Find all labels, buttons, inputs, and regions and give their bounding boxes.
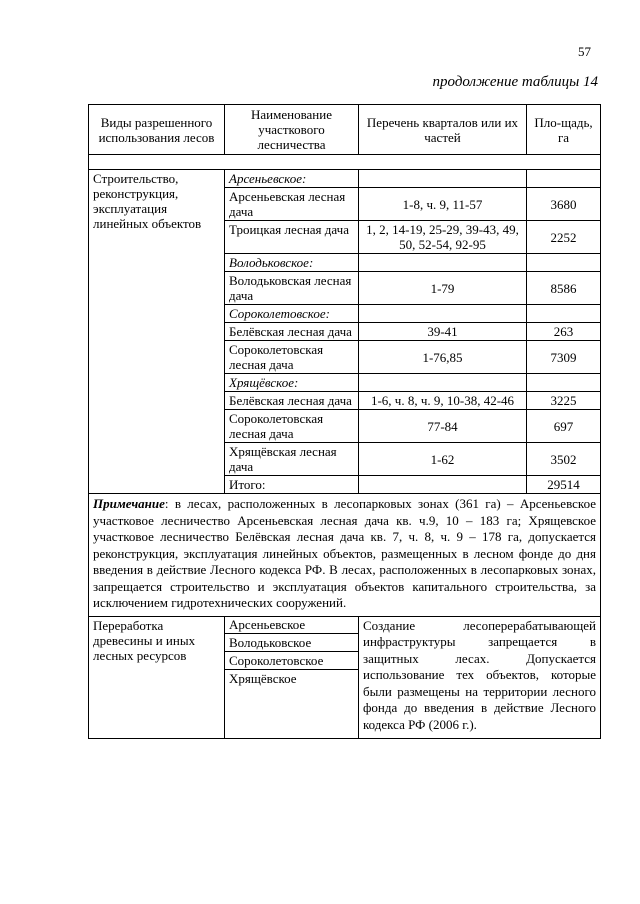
dacha-name: Хрящёвская лесная дача	[225, 443, 359, 476]
total-empty	[359, 476, 527, 494]
dacha-name: Троицкая лесная дача	[225, 221, 359, 254]
dacha-name: Володьковская лесная дача	[225, 272, 359, 305]
table-continuation-caption: продолжение таблицы 14	[432, 74, 598, 90]
area-value: 3225	[527, 392, 601, 410]
dacha-name: Сороколетовская лесная дача	[225, 341, 359, 374]
header-use: Виды разрешенного использования лесов	[89, 105, 225, 155]
section-construction	[89, 170, 601, 494]
section2-lesnichestva	[225, 616, 359, 738]
group-name: Сороколетовское:	[225, 305, 359, 323]
area-value: 2252	[527, 221, 601, 254]
kvartaly-list: 1-8, ч. 9, 11-57	[359, 188, 527, 221]
area-value: 263	[527, 323, 601, 341]
area-value: 697	[527, 410, 601, 443]
kvartaly-list: 1-62	[359, 443, 527, 476]
section2-text: Создание лесоперерабатывающей инфраструктуры запрещается в защитных лесах. Допускается использование тех объектов, которые были размещены на территории лесного фонда до введения в действие Лесного кодекса РФ (2006 г.).	[359, 616, 601, 738]
total-value: 29514	[527, 476, 601, 494]
group-area-empty	[527, 305, 601, 323]
group-kvartaly-empty	[359, 170, 527, 188]
kvartaly-list: 77-84	[359, 410, 527, 443]
note-label: Примечание	[93, 496, 165, 511]
area-value: 7309	[527, 341, 601, 374]
note-cell	[89, 494, 601, 617]
dacha-name: Сороколетовская лесная дача	[225, 410, 359, 443]
group-kvartaly-empty	[359, 305, 527, 323]
kvartaly-list: 1, 2, 14-19, 25-29, 39-43, 49, 50, 52-54, 92-95	[359, 221, 527, 254]
forest-use-table	[88, 104, 601, 739]
kvartaly-list: 1-6, ч. 8, ч. 9, 10-38, 42-46	[359, 392, 527, 410]
lesnichestvo-item: Сороколетовское	[225, 651, 358, 669]
header-lesnichestvo: Наименование участкового лесничества	[225, 105, 359, 155]
lesnichestvo-item: Хрящёвское	[225, 669, 358, 687]
group-kvartaly-empty	[359, 374, 527, 392]
dacha-name: Арсеньевская лесная дача	[225, 188, 359, 221]
dacha-name: Белёвская лесная дача	[225, 323, 359, 341]
kvartaly-list: 1-79	[359, 272, 527, 305]
area-value: 8586	[527, 272, 601, 305]
use-construction: Строительство, реконструкция, эксплуатация линейных объектов	[89, 170, 225, 494]
lesnichestvo-item: Володьковское	[225, 633, 358, 651]
header-area: Пло-щадь, га	[527, 105, 601, 155]
header-kvartaly: Перечень кварталов или их частей	[359, 105, 527, 155]
group-name: Арсеньевское:	[225, 170, 359, 188]
group-header-row	[89, 170, 601, 188]
area-value: 3680	[527, 188, 601, 221]
dacha-name: Белёвская лесная дача	[225, 392, 359, 410]
page-number: 57	[578, 44, 591, 59]
group-name: Володьковское:	[225, 254, 359, 272]
kvartaly-list: 1-76,85	[359, 341, 527, 374]
total-label: Итого:	[225, 476, 359, 494]
spacer-row	[89, 155, 601, 170]
area-value: 3502	[527, 443, 601, 476]
lesnichestvo-item: Арсеньевское	[225, 616, 358, 634]
kvartaly-list: 39-41	[359, 323, 527, 341]
use-processing: Переработка древесины и иных лесных ресурсов	[89, 616, 225, 738]
group-name: Хрящёвское:	[225, 374, 359, 392]
note-text: : в лесах, расположенных в лесопарковых зонах (361 га) – Арсеньевское участковое лесничество Арсеньевская лесная дача кв. ч.9, 10 – 183 га; Хрящевское участковое лесничество Белёвская лесная дача кв. 7, ч. 8, ч. 9 – 178 га, допускается реконструкция, эксплуатация линейных объектов, размещенных в лесном фонде до дня введения в действие Лесного кодекса РФ. В лесах, расположенных в лесопарковых зонах, запрещается строительство и эксплуатация объектов капитального строительства, за исключением гидротехнических сооружений.	[93, 496, 596, 610]
group-area-empty	[527, 170, 601, 188]
group-kvartaly-empty	[359, 254, 527, 272]
group-area-empty	[527, 254, 601, 272]
group-area-empty	[527, 374, 601, 392]
